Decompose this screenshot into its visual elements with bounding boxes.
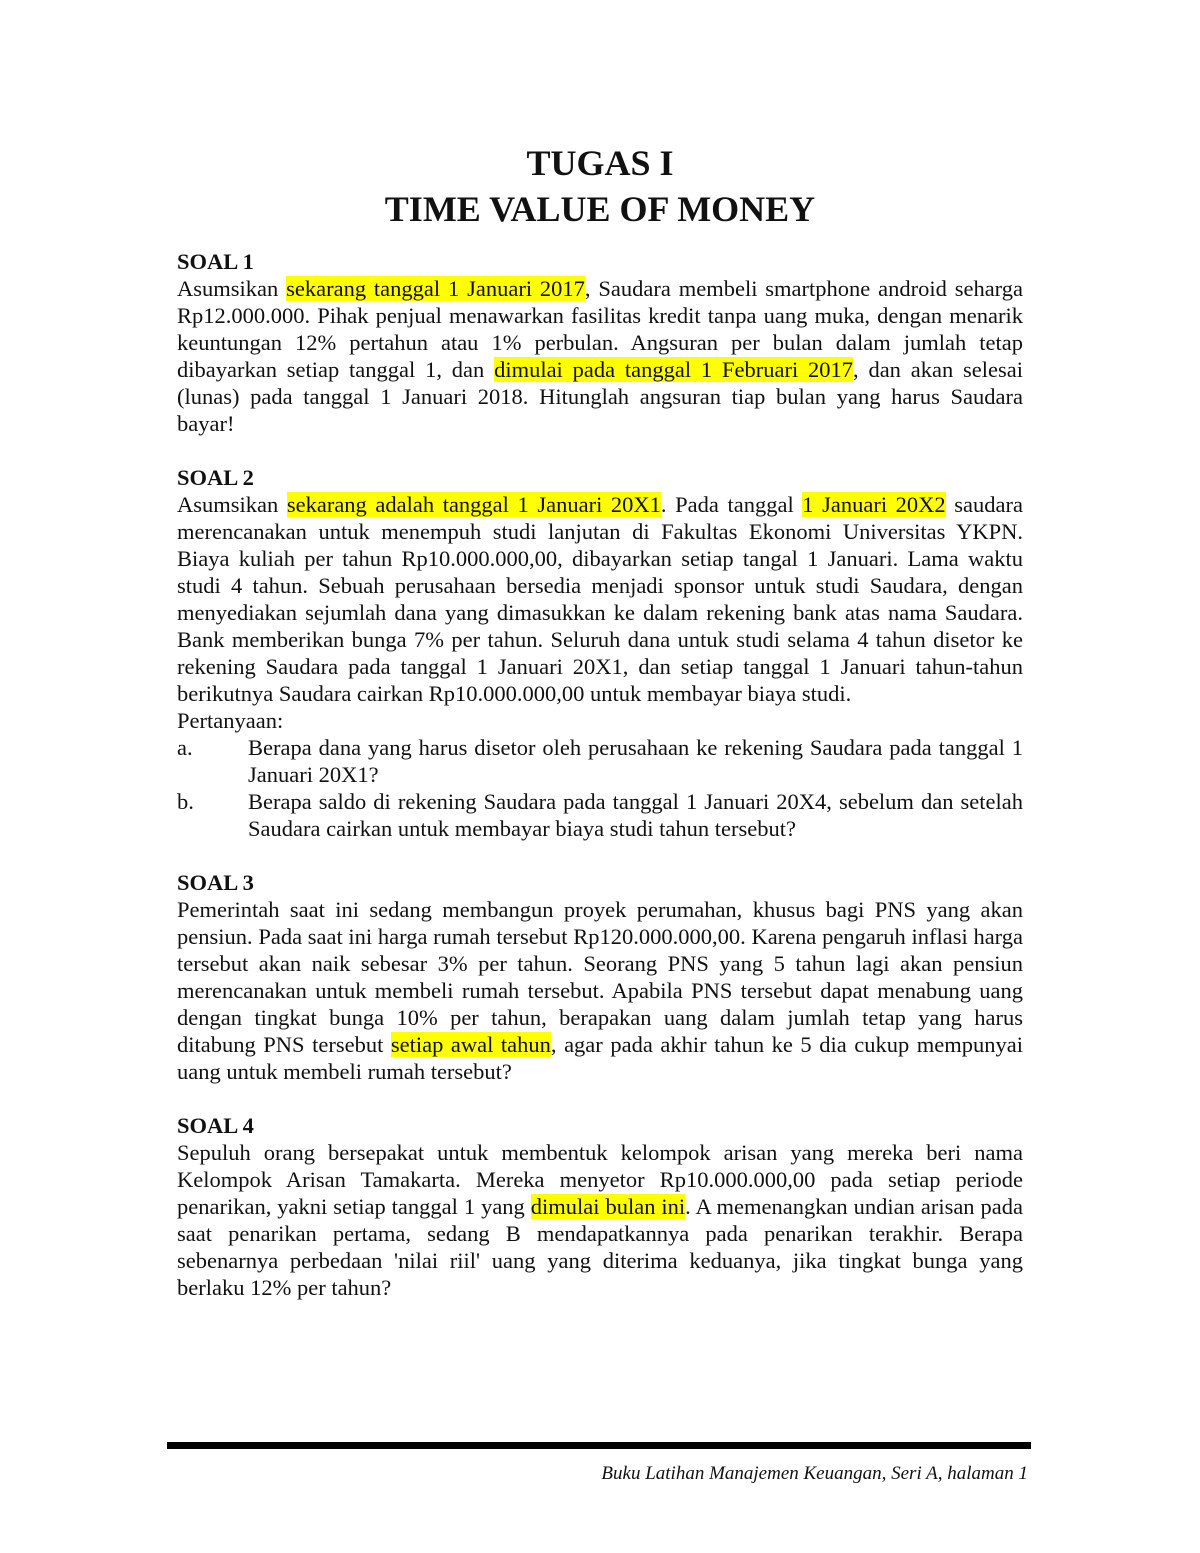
question-marker: b. xyxy=(177,789,194,814)
soal-2-paragraph xyxy=(177,491,1023,707)
document-content xyxy=(177,248,1023,1328)
title-line-2: TIME VALUE OF MONEY xyxy=(384,189,816,229)
soal-2-heading: SOAL 2 xyxy=(177,465,254,490)
soal-2-highlight-2: 1 Januari 20X2 xyxy=(802,492,946,517)
question-text: Berapa dana yang harus disetor oleh perusahaan ke rekening Saudara pada tanggal 1 Januari 20X1? xyxy=(248,735,1023,787)
soal-3-text-1: Pemerintah saat ini sedang membangun proyek perumahan, khusus bagi PNS yang akan pensiun. Pada saat ini harga rumah tersebut Rp120.000.000,00. Karena pengaruh inflasi harga tersebut akan naik sebesar 3% per tahun. Seorang PNS yang 5 tahun lagi akan pensiun merencanakan untuk membeli rumah tersebut. Apabila PNS tersebut dapat menabung uang dengan tingkat bunga 10% per tahun, berapakan uang dalam jumlah tetap yang harus ditabung PNS tersebut xyxy=(177,897,1023,1057)
soal-4-section xyxy=(177,1112,1023,1301)
soal-3-heading: SOAL 3 xyxy=(177,870,254,895)
soal-4-paragraph xyxy=(177,1139,1023,1301)
question-marker: a. xyxy=(177,735,193,760)
footer-rule xyxy=(167,1442,1031,1449)
title-line-1: TUGAS I xyxy=(526,143,674,183)
soal-1-paragraph xyxy=(177,275,1023,437)
soal-1-text-2: , Saudara membeli smartphone android seharga Rp12.000.000. Pihak penjual menawarkan fasilitas kredit tanpa uang muka, dengan menarik keuntungan 12% pertahun atau 1% perbulan. Angsuran per bulan dalam jumlah tetap dibayarkan setiap tanggal 1, dan xyxy=(177,276,1023,382)
soal-2-question-b xyxy=(177,788,1023,842)
soal-1-text-1: Asumsikan xyxy=(177,276,287,301)
soal-4-text-2: . A memenangkan undian arisan pada saat penarikan pertama, sedang B mendapatkannya pada penarikan terakhir. Berapa sebenarnya perbedaan 'nilai riil' uang yang diterima keduanya, jika tingkat bunga yang berlaku 12% per tahun? xyxy=(177,1194,1023,1300)
soal-2-section xyxy=(177,464,1023,842)
title-block xyxy=(0,140,1200,232)
soal-2-highlight-1: sekarang adalah tanggal 1 Januari 20X1 xyxy=(286,492,661,517)
soal-2-text-1: Asumsikan xyxy=(177,492,287,517)
soal-3-text-2: , agar pada akhir tahun ke 5 dia cukup mempunyai uang untuk membeli rumah tersebut? xyxy=(177,1032,1023,1084)
soal-1-section xyxy=(177,248,1023,437)
soal-1-highlight-1: sekarang tanggal 1 Januari 2017 xyxy=(286,276,585,301)
soal-3-section xyxy=(177,869,1023,1085)
soal-3-highlight-1: setiap awal tahun xyxy=(390,1032,551,1057)
soal-4-heading: SOAL 4 xyxy=(177,1113,254,1138)
soal-1-heading: SOAL 1 xyxy=(177,249,254,274)
soal-4-text-1: Sepuluh orang bersepakat untuk membentuk kelompok arisan yang mereka beri nama Kelompok Arisan Tamakarta. Mereka menyetor Rp10.000.000,00 pada setiap periode penarikan, yakni setiap tanggal 1 yang xyxy=(177,1140,1023,1219)
soal-2-questions-label: Pertanyaan: xyxy=(177,708,284,733)
soal-2-text-2: . Pada tanggal xyxy=(660,492,803,517)
soal-1-text-3: , dan akan selesai (lunas) pada tanggal 1 Januari 2018. Hitunglah angsuran tiap bulan yang harus Saudara bayar! xyxy=(177,357,1023,436)
soal-3-paragraph xyxy=(177,896,1023,1085)
soal-2-question-a xyxy=(177,734,1023,788)
soal-4-highlight-1: dimulai bulan ini xyxy=(530,1194,686,1219)
question-text: Berapa saldo di rekening Saudara pada tanggal 1 Januari 20X4, sebelum dan setelah Saudara cairkan untuk membayar biaya studi tahun tersebut? xyxy=(248,789,1023,841)
soal-1-highlight-2: dimulai pada tanggal 1 Februari 2017 xyxy=(494,357,854,382)
soal-2-text-3: saudara merencanakan untuk menempuh studi lanjutan di Fakultas Ekonomi Universitas YKPN. Biaya kuliah per tahun Rp10.000.000,00, dibayarkan setiap tangal 1 Januari. Lama waktu studi 4 tahun. Sebuah perusahaan bersedia menjadi sponsor untuk studi Saudara, dengan menyediakan sejumlah dana yang dimasukkan ke dalam rekening bank atas nama Saudara. Bank memberikan bunga 7% per tahun. Seluruh dana untuk studi selama 4 tahun disetor ke rekening Saudara pada tanggal 1 Januari 20X1, dan setiap tanggal 1 Januari tahun-tahun berikutnya Saudara cairkan Rp10.000.000,00 untuk membayar biaya studi. xyxy=(177,492,1023,706)
page-footer: Buku Latihan Manajemen Keuangan, Seri A, halaman 1 xyxy=(601,1463,1028,1484)
